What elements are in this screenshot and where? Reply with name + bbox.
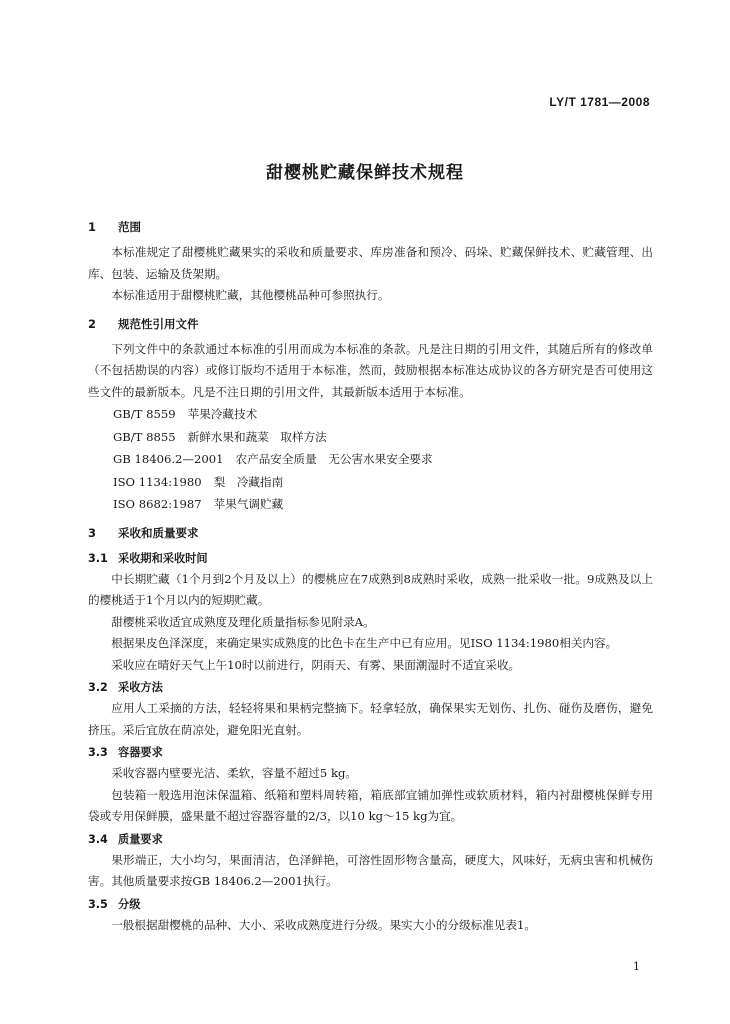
- section-heading-3: [88, 522, 653, 544]
- reference-code: GB/T 8855: [113, 429, 176, 444]
- subsection-title: 采收期和采收时间: [118, 551, 208, 565]
- reference-item: [88, 403, 653, 426]
- document-title: 甜樱桃贮藏保鲜技术规程: [266, 163, 464, 183]
- paragraph: 本标准规定了甜樱桃贮藏果实的采收和质量要求、库房准备和预冷、码垛、贮藏保鲜技术、贮藏管理、出库、包装、运输及货架期。: [88, 245, 653, 281]
- subsection-heading-3-3: [88, 742, 653, 763]
- section-heading-1: [88, 216, 653, 238]
- paragraph: 应用人工采摘的方法，轻轻将果和果柄完整摘下。轻拿轻放，确保果实无划伤、扎伤、碰伤及磨伤，避免挤压。采后宜放在荫凉处，避免阳光直射。: [88, 701, 653, 737]
- paragraph: 下列文件中的条款通过本标准的引用而成为本标准的条款。凡是注日期的引用文件，其随后所有的修改单（不包括勘误的内容）或修订版均不适用于本标准，然而，鼓励根据本标准达成协议的各方研究是否可使用这些文件的最新版本。凡是不注日期的引用文件，其最新版本适用于本标准。: [88, 341, 653, 399]
- reference-item: [88, 471, 653, 494]
- subsection-number: 3.1: [88, 551, 108, 565]
- document-body: [88, 216, 653, 936]
- standard-code: LY/T 1781—2008: [549, 95, 650, 109]
- section-title: 范围: [118, 220, 141, 234]
- section-heading-2: [88, 313, 653, 335]
- paragraph: 中长期贮藏（1个月到2个月及以上）的樱桃应在7成熟到8成熟时采收，成熟一批采收一批。9成熟及以上的樱桃适于1个月以内的短期贮藏。: [88, 571, 653, 607]
- subsection-title: 分级: [118, 897, 141, 911]
- section-number: 1: [88, 220, 97, 234]
- reference-name: 苹果冷藏技术: [187, 407, 258, 421]
- reference-name: 新鲜水果和蔬菜 取样方法: [187, 429, 327, 444]
- section-number: 2: [88, 316, 97, 331]
- reference-name: 梨 冷藏指南: [213, 474, 284, 489]
- subsection-number: 3.2: [88, 681, 108, 694]
- subsection-heading-3-4: [88, 829, 653, 850]
- subsection-number: 3.3: [88, 746, 108, 759]
- section-title: 采收和质量要求: [118, 525, 199, 540]
- page-number: 1: [633, 960, 640, 973]
- section-title: 规范性引用文件: [118, 316, 199, 331]
- paragraph: 采收容器内壁要光洁、柔软，容量不超过5 kg。: [111, 766, 357, 780]
- subsection-number: 3.4: [88, 832, 108, 846]
- paragraph: 甜樱桃采收适宜成熟度及理化质量指标参见附录A。: [111, 614, 375, 629]
- reference-item: [88, 493, 653, 516]
- reference-code: ISO 8682:1987: [113, 497, 202, 511]
- subsection-heading-3-2: [88, 677, 653, 698]
- subsection-title: 质量要求: [118, 832, 163, 846]
- reference-code: GB 18406.2—2001: [113, 452, 224, 466]
- reference-name: 苹果气调贮藏: [213, 497, 284, 511]
- paragraph: 包装箱一般选用泡沫保温箱、纸箱和塑料周转箱，箱底部宜铺加弹性或软质材料，箱内衬甜樱桃保鲜专用袋或专用保鲜膜，盛果量不超过容器容量的2/3，以10 kg～15 kg为宜。: [88, 787, 653, 823]
- paragraph: 果形端正，大小均匀，果面清洁，色泽鲜艳，可溶性固形物含量高，硬度大，风味好，无病虫害和机械伤害。其他质量要求按GB 18406.2—2001执行。: [88, 852, 653, 888]
- subsection-heading-3-1: [88, 548, 653, 569]
- reference-item: [88, 448, 653, 471]
- subsection-title: 采收方法: [118, 681, 163, 694]
- subsection-heading-3-5: [88, 894, 653, 915]
- reference-item: [88, 426, 653, 449]
- reference-code: GB/T 8559: [113, 407, 176, 421]
- paragraph: 本标准适用于甜樱桃贮藏，其他樱桃品种可参照执行。: [111, 288, 390, 302]
- paragraph: 根据果皮色泽深度，来确定果实成熟度的比色卡在生产中已有应用。见ISO 1134:1980相关内容。: [111, 636, 618, 650]
- subsection-title: 容器要求: [118, 746, 163, 759]
- paragraph: 一般根据甜樱桃的品种、大小、采收成熟度进行分级。果实大小的分级标准见表1。: [111, 917, 536, 932]
- reference-name: 农产品安全质量 无公害水果安全要求: [235, 452, 433, 466]
- reference-code: ISO 1134:1980: [113, 474, 202, 489]
- subsection-number: 3.5: [88, 897, 108, 911]
- paragraph: 采收应在晴好天气上午10时以前进行，阴雨天、有雾、果面潮湿时不适宜采收。: [111, 657, 521, 672]
- section-number: 3: [88, 525, 97, 540]
